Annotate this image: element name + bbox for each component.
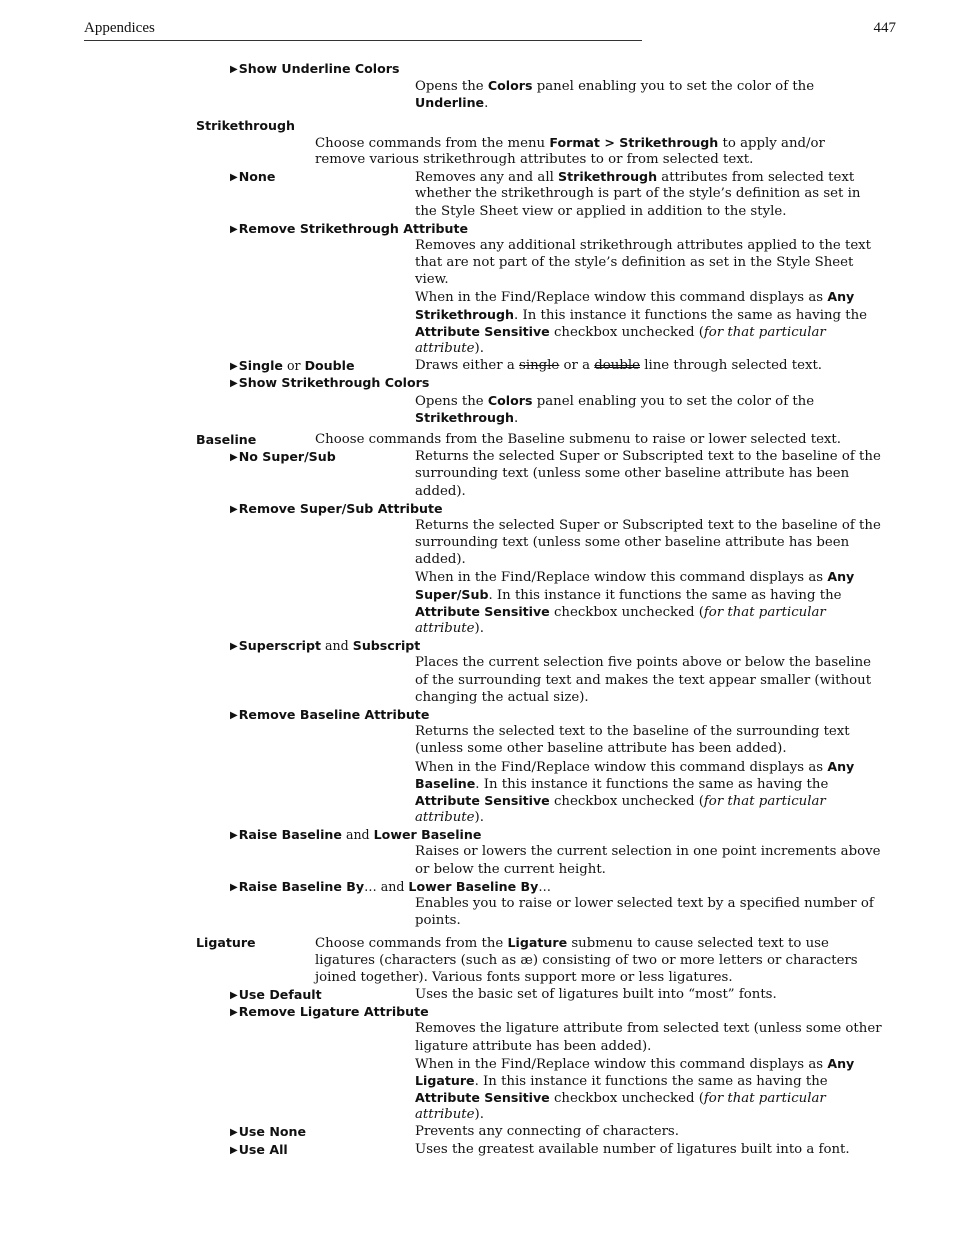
- item-remove-strikethrough-attribute: [0, 220, 954, 237]
- item-label: ▶Remove Super/Sub Attribute: [230, 500, 443, 516]
- item-label: ▶Use None: [230, 1124, 307, 1140]
- triangle-right-icon: ▶: [230, 881, 238, 893]
- triangle-right-icon: ▶: [230, 1007, 238, 1019]
- description-line: ligatures (characters (such as æ) consisting of two or more letters or characters: [315, 952, 858, 968]
- description-line: added).: [415, 552, 466, 568]
- description-line: Baseline. In this instance it functions the same as having the: [415, 775, 829, 792]
- description-line: attribute).: [415, 621, 484, 636]
- item-label: ▶Raise Baseline and Lower Baseline: [230, 827, 482, 843]
- description-line: surrounding text (unless some other baseline attribute has been: [415, 466, 850, 482]
- section-strikethrough: [0, 117, 954, 134]
- description-line: of the surrounding text and makes the text appear smaller (without: [415, 672, 872, 688]
- item-label: ▶Show Underline Colors: [230, 61, 400, 76]
- page-number: 447: [873, 20, 896, 36]
- triangle-right-icon: ▶: [230, 378, 238, 390]
- section-ligature: Ligature Choose commands from the Ligature submenu to cause selected text to use: [196, 935, 829, 952]
- item-label: ▶Raise Baseline By… and Lower Baseline By…: [230, 878, 551, 894]
- description-line: remove various strikethrough attributes to or from selected text.: [315, 151, 754, 167]
- running-title: Appendices: [84, 20, 155, 36]
- description-line: Strikethrough. In this instance it functions the same as having the: [415, 306, 868, 323]
- description-line: Enables you to raise or lower selected text by a specified number of: [415, 896, 874, 911]
- item-use-default: ▶Use Default Uses the basic set of ligatures built into “most” fonts.: [0, 986, 954, 1003]
- triangle-right-icon: ▶: [230, 503, 238, 515]
- description-line: view.: [415, 272, 449, 288]
- description-line: the Style Sheet view or applied in addition to the style.: [415, 203, 787, 219]
- section-heading: Baseline: [196, 431, 257, 447]
- item-raise-lower-baseline-by: [0, 878, 954, 895]
- triangle-right-icon: ▶: [230, 1127, 238, 1139]
- item-use-none: ▶Use None Prevents any connecting of characters.: [0, 1123, 954, 1140]
- item-remove-super-sub-attribute: [0, 500, 954, 517]
- description-line: Opens the Colors panel enabling you to set the color of the: [415, 392, 815, 409]
- description-line: or below the current height.: [415, 861, 606, 877]
- triangle-right-icon: ▶: [230, 172, 238, 184]
- triangle-right-icon: ▶: [230, 64, 238, 75]
- description-line: When in the Find/Replace window this command displays as Any: [415, 1055, 855, 1072]
- description-line: ligature attribute has been added).: [415, 1038, 652, 1054]
- item-label: ▶No Super/Sub: [230, 449, 336, 465]
- item-label: ▶Remove Ligature Attribute: [230, 1004, 429, 1020]
- description-line: Super/Sub. In this instance it functions the same as having the: [415, 586, 842, 603]
- description-line: Returns the selected text to the baseline of the surrounding text: [415, 724, 850, 740]
- item-remove-baseline-attribute: [0, 706, 954, 723]
- triangle-right-icon: ▶: [230, 709, 238, 721]
- item-label: ▶Remove Baseline Attribute: [230, 706, 430, 722]
- item-label: ▶None: [230, 169, 276, 185]
- description-line: Places the current selection five points above or below the baseline: [415, 655, 872, 671]
- description-line: attribute).: [415, 1107, 484, 1123]
- item-label: ▶Remove Strikethrough Attribute: [230, 220, 469, 236]
- item-show-strikethrough-colors: [0, 374, 954, 391]
- header-rule: [84, 40, 642, 41]
- item-superscript-and-subscript: [0, 637, 954, 654]
- description-line: joined together). Various fonts support more or less ligatures.: [315, 969, 733, 985]
- item-use-all: ▶Use All Uses the greatest available number of ligatures built into a font.: [0, 1141, 954, 1158]
- description-line: Choose commands from the menu Format > Strikethrough to apply and/or: [315, 134, 825, 151]
- description-line: whether the strikethrough is part of the style’s definition as set in: [415, 186, 861, 202]
- item-remove-ligature-attribute: [0, 1003, 954, 1020]
- triangle-right-icon: ▶: [230, 223, 238, 235]
- triangle-right-icon: ▶: [230, 1144, 238, 1156]
- item-raise-lower-baseline: [0, 826, 954, 843]
- triangle-right-icon: ▶: [230, 361, 238, 373]
- description-line: Returns the selected Super or Subscripted text to the baseline of the: [415, 517, 881, 533]
- item-none: ▶None Removes any and all Strikethrough attributes from selected text: [0, 168, 954, 185]
- section-baseline: Baseline Choose commands from the Baseline submenu to raise or lower selected text.: [196, 431, 842, 447]
- description-line: Attribute Sensitive checkbox unchecked (for that particular: [415, 1090, 826, 1107]
- item-label: ▶Single or Double: [230, 358, 355, 374]
- description-line: Ligature. In this instance it functions the same as having the: [415, 1072, 828, 1089]
- description-line: Raises or lowers the current selection in one point increments above: [415, 844, 881, 860]
- description-line: (unless some other baseline attribute has been added).: [415, 741, 787, 757]
- item-no-super-sub: ▶No Super/Sub Returns the selected Super or Subscripted text to the baseline of the: [0, 448, 954, 465]
- description-line: added).: [415, 483, 466, 499]
- item-label: ▶Superscript and Subscript: [230, 638, 421, 654]
- description-line: When in the Find/Replace window this command displays as Any: [415, 289, 855, 306]
- description-line: Opens the Colors panel enabling you to set the color of the: [415, 78, 815, 95]
- description-line: Removes the ligature attribute from selected text (unless some other: [415, 1021, 882, 1037]
- triangle-right-icon: ▶: [230, 641, 238, 653]
- description-line: points.: [415, 913, 461, 929]
- item-single-or-double: ▶Single or Double Draws either a single or a double line through selected text.: [0, 357, 954, 374]
- triangle-right-icon: ▶: [230, 830, 238, 842]
- section-heading: Ligature: [196, 935, 256, 951]
- page-body: [0, 60, 954, 1158]
- description-line: When in the Find/Replace window this command displays as Any: [415, 569, 855, 586]
- item-label: ▶Use All: [230, 1141, 288, 1157]
- description-line: Attribute Sensitive checkbox unchecked (for that particular: [415, 323, 826, 340]
- description-line: Strikethrough.: [415, 409, 519, 426]
- item-label: ▶Use Default: [230, 986, 322, 1002]
- description-line: attribute).: [415, 810, 484, 826]
- page-header: [84, 20, 896, 42]
- description-line: that are not part of the style’s definition as set in the Style Sheet: [415, 255, 854, 271]
- description-line: surrounding text (unless some other baseline attribute has been: [415, 535, 850, 551]
- description-line: Attribute Sensitive checkbox unchecked (for that particular: [415, 603, 826, 620]
- description-line: Attribute Sensitive checkbox unchecked (for that particular: [415, 792, 826, 809]
- description-line: attribute).: [415, 341, 484, 356]
- item-label: ▶Show Strikethrough Colors: [230, 375, 430, 391]
- description-line: Removes any additional strikethrough attributes applied to the text: [415, 237, 872, 253]
- description-line: When in the Find/Replace window this command displays as Any: [415, 758, 855, 775]
- description-line: Underline.: [415, 95, 489, 112]
- triangle-right-icon: ▶: [230, 452, 238, 464]
- section-heading: Strikethrough: [196, 117, 295, 133]
- triangle-right-icon: ▶: [230, 989, 238, 1001]
- description-line: changing the actual size).: [415, 689, 589, 705]
- item-show-underline-colors: [0, 60, 954, 77]
